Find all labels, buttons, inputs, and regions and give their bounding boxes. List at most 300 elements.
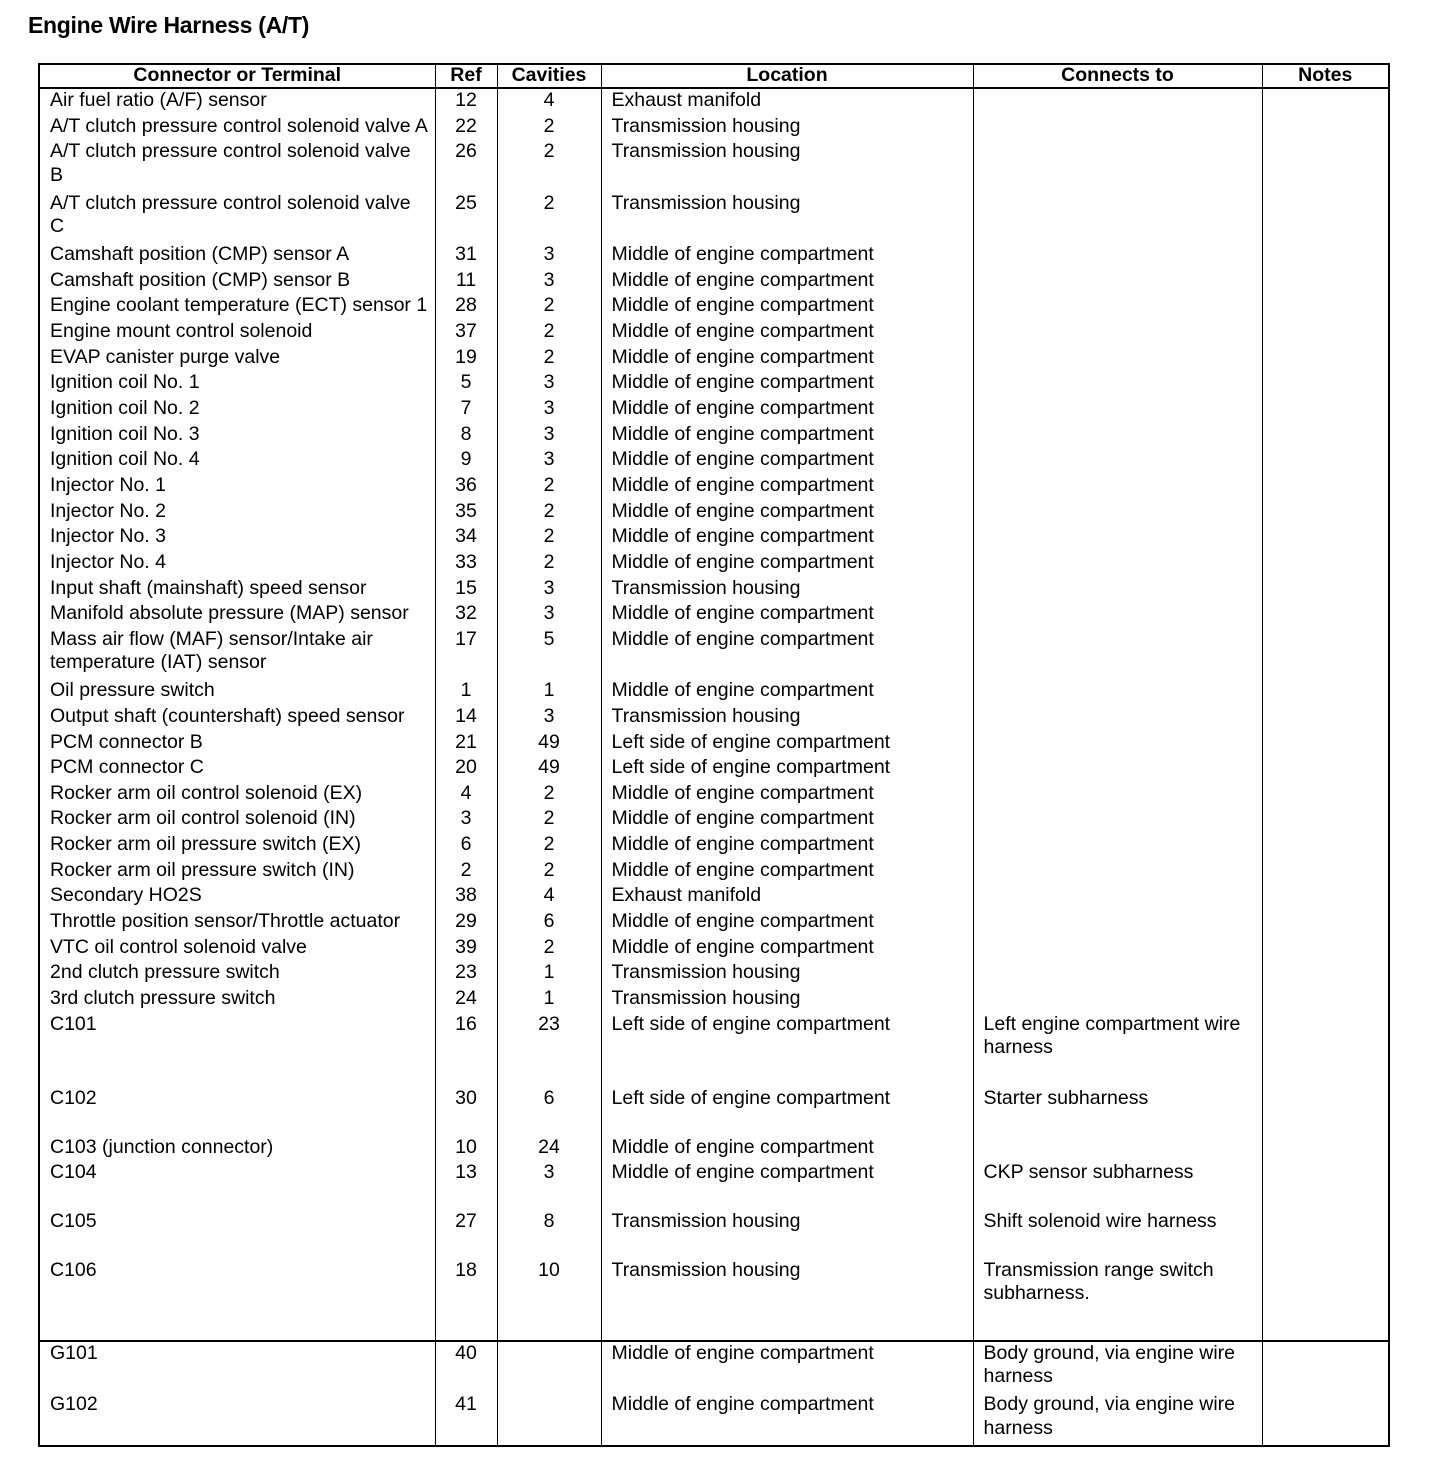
ref-cell: 18 — [435, 1259, 497, 1310]
cavities-cell: 23 — [497, 1013, 601, 1064]
spacer-cell — [973, 1310, 1262, 1341]
notes-cell — [1262, 782, 1389, 808]
connects-to-cell — [973, 859, 1262, 885]
spacer-cell — [1262, 1236, 1389, 1259]
cavities-cell: 3 — [497, 423, 601, 449]
spacer-cell — [601, 1113, 973, 1136]
connects-to-cell — [973, 1136, 1262, 1162]
cavities-cell: 8 — [497, 1210, 601, 1236]
table-row — [39, 525, 1389, 551]
table-row — [39, 602, 1389, 628]
connector-cell: C104 — [39, 1161, 435, 1187]
connector-cell: G102 — [39, 1393, 435, 1444]
table-row — [39, 88, 1389, 115]
cavities-cell: 10 — [497, 1259, 601, 1310]
notes-cell — [1262, 987, 1389, 1013]
connector-cell: Output shaft (countershaft) speed sensor — [39, 705, 435, 731]
location-cell: Middle of engine compartment — [601, 500, 973, 526]
table-row — [39, 397, 1389, 423]
location-cell: Middle of engine compartment — [601, 628, 973, 679]
cavities-cell: 3 — [497, 577, 601, 603]
notes-cell — [1262, 448, 1389, 474]
table-row — [39, 961, 1389, 987]
location-cell: Middle of engine compartment — [601, 1393, 973, 1444]
table-row — [39, 756, 1389, 782]
cavities-cell — [497, 1341, 601, 1393]
notes-cell — [1262, 628, 1389, 679]
location-cell: Middle of engine compartment — [601, 910, 973, 936]
location-cell: Transmission housing — [601, 140, 973, 191]
connects-to-cell — [973, 243, 1262, 269]
connects-to-cell — [973, 474, 1262, 500]
location-cell: Transmission housing — [601, 1210, 973, 1236]
filler-cell — [39, 1445, 435, 1446]
connector-cell: Secondary HO2S — [39, 884, 435, 910]
connector-cell: Ignition coil No. 3 — [39, 423, 435, 449]
connects-to-cell: Transmission range switch subharness. — [973, 1259, 1262, 1310]
location-cell: Middle of engine compartment — [601, 807, 973, 833]
cavities-cell: 2 — [497, 551, 601, 577]
filler-row — [39, 1445, 1389, 1446]
connects-to-cell — [973, 320, 1262, 346]
connector-cell: Air fuel ratio (A/F) sensor — [39, 88, 435, 115]
spacer-cell — [39, 1064, 435, 1087]
cavities-cell: 49 — [497, 731, 601, 757]
notes-cell — [1262, 346, 1389, 372]
spacer-cell — [39, 1236, 435, 1259]
table-row — [39, 679, 1389, 705]
location-cell: Transmission housing — [601, 577, 973, 603]
ref-cell: 9 — [435, 448, 497, 474]
table-row — [39, 269, 1389, 295]
header-notes: Notes — [1262, 64, 1389, 88]
notes-cell — [1262, 140, 1389, 191]
cavities-cell: 3 — [497, 371, 601, 397]
connects-to-cell — [973, 551, 1262, 577]
table-row — [39, 500, 1389, 526]
spacer-cell — [497, 1236, 601, 1259]
ref-cell: 32 — [435, 602, 497, 628]
notes-cell — [1262, 833, 1389, 859]
notes-cell — [1262, 192, 1389, 243]
cavities-cell: 2 — [497, 782, 601, 808]
table-row — [39, 294, 1389, 320]
ref-cell: 15 — [435, 577, 497, 603]
cavities-cell: 1 — [497, 961, 601, 987]
connects-to-cell — [973, 397, 1262, 423]
cavities-cell: 3 — [497, 602, 601, 628]
connects-to-cell — [973, 525, 1262, 551]
location-cell: Middle of engine compartment — [601, 782, 973, 808]
ref-cell: 21 — [435, 731, 497, 757]
location-cell: Middle of engine compartment — [601, 423, 973, 449]
spacer-cell — [973, 1113, 1262, 1136]
cavities-cell: 3 — [497, 1161, 601, 1187]
notes-cell — [1262, 807, 1389, 833]
cavities-cell: 5 — [497, 628, 601, 679]
ref-cell: 20 — [435, 756, 497, 782]
location-cell: Transmission housing — [601, 192, 973, 243]
connects-to-cell — [973, 807, 1262, 833]
connects-to-cell — [973, 448, 1262, 474]
spacer-cell — [1262, 1064, 1389, 1087]
location-cell: Middle of engine compartment — [601, 525, 973, 551]
cavities-cell: 1 — [497, 987, 601, 1013]
spacer-cell — [1262, 1113, 1389, 1136]
notes-cell — [1262, 294, 1389, 320]
notes-cell — [1262, 1210, 1389, 1236]
table-body — [39, 88, 1389, 1446]
connector-cell: C105 — [39, 1210, 435, 1236]
table-row — [39, 884, 1389, 910]
spacer-cell — [39, 1310, 435, 1341]
filler-cell — [973, 1445, 1262, 1446]
cavities-cell: 2 — [497, 525, 601, 551]
table-row — [39, 782, 1389, 808]
spacer-cell — [601, 1064, 973, 1087]
connects-to-cell: Shift solenoid wire harness — [973, 1210, 1262, 1236]
connector-cell: Injector No. 2 — [39, 500, 435, 526]
notes-cell — [1262, 602, 1389, 628]
connector-cell: Manifold absolute pressure (MAP) sensor — [39, 602, 435, 628]
connects-to-cell: Body ground, via engine wire harness — [973, 1393, 1262, 1444]
cavities-cell: 24 — [497, 1136, 601, 1162]
table-row — [39, 1161, 1389, 1187]
connects-to-cell — [973, 961, 1262, 987]
notes-cell — [1262, 1393, 1389, 1444]
ref-cell: 3 — [435, 807, 497, 833]
cavities-cell: 3 — [497, 397, 601, 423]
location-cell: Left side of engine compartment — [601, 1013, 973, 1064]
notes-cell — [1262, 1136, 1389, 1162]
ref-cell: 28 — [435, 294, 497, 320]
table-row — [39, 1136, 1389, 1162]
location-cell: Transmission housing — [601, 987, 973, 1013]
connector-cell: PCM connector C — [39, 756, 435, 782]
ref-cell: 26 — [435, 140, 497, 191]
cavities-cell: 3 — [497, 448, 601, 474]
ref-cell: 6 — [435, 833, 497, 859]
location-cell: Transmission housing — [601, 961, 973, 987]
table-row — [39, 320, 1389, 346]
location-cell: Left side of engine compartment — [601, 1087, 973, 1113]
notes-cell — [1262, 371, 1389, 397]
spacer-cell — [39, 1113, 435, 1136]
notes-cell — [1262, 1341, 1389, 1393]
connector-cell: Input shaft (mainshaft) speed sensor — [39, 577, 435, 603]
connector-cell: Injector No. 1 — [39, 474, 435, 500]
spacer-cell — [601, 1236, 973, 1259]
cavities-cell: 2 — [497, 859, 601, 885]
table-row — [39, 1341, 1389, 1393]
table-row — [39, 551, 1389, 577]
table-row — [39, 192, 1389, 243]
location-cell: Middle of engine compartment — [601, 346, 973, 372]
spacer-cell — [1262, 1310, 1389, 1341]
row-spacer — [39, 1236, 1389, 1259]
table-row — [39, 807, 1389, 833]
filler-cell — [1262, 1445, 1389, 1446]
location-cell: Middle of engine compartment — [601, 936, 973, 962]
row-spacer — [39, 1064, 1389, 1087]
table-row — [39, 371, 1389, 397]
connects-to-cell: Starter subharness — [973, 1087, 1262, 1113]
connector-cell: C103 (junction connector) — [39, 1136, 435, 1162]
connector-cell: Mass air flow (MAF) sensor/Intake air temperature (IAT) sensor — [39, 628, 435, 679]
connects-to-cell — [973, 88, 1262, 115]
connector-cell: A/T clutch pressure control solenoid valve C — [39, 192, 435, 243]
connector-cell: Rocker arm oil pressure switch (EX) — [39, 833, 435, 859]
ref-cell: 10 — [435, 1136, 497, 1162]
table-header-row — [39, 64, 1389, 88]
table-row — [39, 140, 1389, 191]
ref-cell: 38 — [435, 884, 497, 910]
spacer-cell — [435, 1113, 497, 1136]
notes-cell — [1262, 397, 1389, 423]
connects-to-cell: Body ground, via engine wire harness — [973, 1341, 1262, 1393]
connector-cell: VTC oil control solenoid valve — [39, 936, 435, 962]
connects-to-cell — [973, 679, 1262, 705]
connects-to-cell — [973, 500, 1262, 526]
connector-cell: G101 — [39, 1341, 435, 1393]
ref-cell: 5 — [435, 371, 497, 397]
cavities-cell: 2 — [497, 320, 601, 346]
connector-cell: C101 — [39, 1013, 435, 1064]
connects-to-cell — [973, 628, 1262, 679]
ref-cell: 1 — [435, 679, 497, 705]
location-cell: Middle of engine compartment — [601, 397, 973, 423]
cavities-cell: 2 — [497, 346, 601, 372]
cavities-cell: 3 — [497, 243, 601, 269]
location-cell: Left side of engine compartment — [601, 756, 973, 782]
table-row — [39, 448, 1389, 474]
connector-cell: Injector No. 4 — [39, 551, 435, 577]
notes-cell — [1262, 679, 1389, 705]
table-row — [39, 628, 1389, 679]
location-cell: Middle of engine compartment — [601, 294, 973, 320]
connects-to-cell — [973, 987, 1262, 1013]
notes-cell — [1262, 1087, 1389, 1113]
ref-cell: 7 — [435, 397, 497, 423]
notes-cell — [1262, 474, 1389, 500]
cavities-cell: 1 — [497, 679, 601, 705]
ref-cell: 4 — [435, 782, 497, 808]
spacer-cell — [435, 1064, 497, 1087]
location-cell: Middle of engine compartment — [601, 474, 973, 500]
location-cell: Middle of engine compartment — [601, 833, 973, 859]
notes-cell — [1262, 705, 1389, 731]
cavities-cell: 2 — [497, 294, 601, 320]
table-row — [39, 1393, 1389, 1444]
connects-to-cell — [973, 705, 1262, 731]
ref-cell: 36 — [435, 474, 497, 500]
location-cell: Middle of engine compartment — [601, 551, 973, 577]
location-cell: Middle of engine compartment — [601, 1136, 973, 1162]
connects-to-cell — [973, 782, 1262, 808]
ref-cell: 24 — [435, 987, 497, 1013]
cavities-cell: 6 — [497, 1087, 601, 1113]
cavities-cell: 6 — [497, 910, 601, 936]
ref-cell: 2 — [435, 859, 497, 885]
spacer-cell — [973, 1236, 1262, 1259]
notes-cell — [1262, 525, 1389, 551]
table-row — [39, 987, 1389, 1013]
table-row — [39, 115, 1389, 141]
location-cell: Middle of engine compartment — [601, 1341, 973, 1393]
location-cell: Middle of engine compartment — [601, 859, 973, 885]
table-row — [39, 910, 1389, 936]
connects-to-cell — [973, 577, 1262, 603]
row-spacer — [39, 1187, 1389, 1210]
header-location: Location — [601, 64, 973, 88]
location-cell: Transmission housing — [601, 1259, 973, 1310]
harness-table — [38, 63, 1390, 1447]
connector-cell: Camshaft position (CMP) sensor B — [39, 269, 435, 295]
notes-cell — [1262, 577, 1389, 603]
spacer-cell — [601, 1187, 973, 1210]
location-cell: Middle of engine compartment — [601, 448, 973, 474]
cavities-cell: 4 — [497, 884, 601, 910]
cavities-cell: 2 — [497, 833, 601, 859]
connects-to-cell: CKP sensor subharness — [973, 1161, 1262, 1187]
cavities-cell: 2 — [497, 115, 601, 141]
table-row — [39, 859, 1389, 885]
connector-cell: A/T clutch pressure control solenoid valve A — [39, 115, 435, 141]
notes-cell — [1262, 243, 1389, 269]
ref-cell: 14 — [435, 705, 497, 731]
spacer-cell — [1262, 1187, 1389, 1210]
spacer-cell — [497, 1187, 601, 1210]
location-cell: Middle of engine compartment — [601, 269, 973, 295]
spacer-cell — [435, 1187, 497, 1210]
notes-cell — [1262, 115, 1389, 141]
connects-to-cell — [973, 115, 1262, 141]
notes-cell — [1262, 884, 1389, 910]
header-cavities: Cavities — [497, 64, 601, 88]
table-row — [39, 936, 1389, 962]
ref-cell: 40 — [435, 1341, 497, 1393]
table-row — [39, 577, 1389, 603]
cavities-cell: 3 — [497, 705, 601, 731]
cavities-cell: 2 — [497, 140, 601, 191]
table-row — [39, 474, 1389, 500]
cavities-cell: 4 — [497, 88, 601, 115]
connector-cell: Injector No. 3 — [39, 525, 435, 551]
connector-cell: 2nd clutch pressure switch — [39, 961, 435, 987]
notes-cell — [1262, 910, 1389, 936]
location-cell: Middle of engine compartment — [601, 602, 973, 628]
ref-cell: 29 — [435, 910, 497, 936]
connects-to-cell — [973, 833, 1262, 859]
cavities-cell: 2 — [497, 474, 601, 500]
ref-cell: 25 — [435, 192, 497, 243]
connects-to-cell — [973, 140, 1262, 191]
cavities-cell: 2 — [497, 192, 601, 243]
spacer-cell — [435, 1310, 497, 1341]
connector-cell: Oil pressure switch — [39, 679, 435, 705]
spacer-cell — [973, 1187, 1262, 1210]
filler-cell — [601, 1445, 973, 1446]
table-row — [39, 833, 1389, 859]
connects-to-cell: Left engine compartment wire harness — [973, 1013, 1262, 1064]
cavities-cell: 2 — [497, 500, 601, 526]
location-cell: Middle of engine compartment — [601, 243, 973, 269]
ref-cell: 35 — [435, 500, 497, 526]
connector-cell: PCM connector B — [39, 731, 435, 757]
filler-cell — [497, 1445, 601, 1446]
header-connects-to: Connects to — [973, 64, 1262, 88]
connector-cell: Engine mount control solenoid — [39, 320, 435, 346]
location-cell: Exhaust manifold — [601, 884, 973, 910]
ref-cell: 23 — [435, 961, 497, 987]
notes-cell — [1262, 936, 1389, 962]
ref-cell: 31 — [435, 243, 497, 269]
table-row — [39, 1210, 1389, 1236]
notes-cell — [1262, 320, 1389, 346]
spacer-cell — [497, 1310, 601, 1341]
page-title: Engine Wire Harness (A/T) — [28, 12, 310, 38]
location-cell: Left side of engine compartment — [601, 731, 973, 757]
connector-cell: Rocker arm oil pressure switch (IN) — [39, 859, 435, 885]
notes-cell — [1262, 269, 1389, 295]
location-cell: Middle of engine compartment — [601, 320, 973, 346]
location-cell: Exhaust manifold — [601, 88, 973, 115]
table-row — [39, 1013, 1389, 1064]
cavities-cell: 49 — [497, 756, 601, 782]
ref-cell: 39 — [435, 936, 497, 962]
location-cell: Middle of engine compartment — [601, 371, 973, 397]
connects-to-cell — [973, 910, 1262, 936]
filler-cell — [435, 1445, 497, 1446]
ref-cell: 30 — [435, 1087, 497, 1113]
row-spacer — [39, 1113, 1389, 1136]
location-cell: Transmission housing — [601, 115, 973, 141]
connector-cell: Rocker arm oil control solenoid (EX) — [39, 782, 435, 808]
connects-to-cell — [973, 294, 1262, 320]
table-row — [39, 1259, 1389, 1310]
location-cell: Transmission housing — [601, 705, 973, 731]
notes-cell — [1262, 500, 1389, 526]
cavities-cell — [497, 1393, 601, 1444]
connector-cell: Ignition coil No. 2 — [39, 397, 435, 423]
ref-cell: 19 — [435, 346, 497, 372]
spacer-cell — [497, 1064, 601, 1087]
ref-cell: 27 — [435, 1210, 497, 1236]
ref-cell: 11 — [435, 269, 497, 295]
connects-to-cell — [973, 371, 1262, 397]
connects-to-cell — [973, 884, 1262, 910]
ref-cell: 13 — [435, 1161, 497, 1187]
connects-to-cell — [973, 346, 1262, 372]
connector-cell: Rocker arm oil control solenoid (IN) — [39, 807, 435, 833]
table-row — [39, 731, 1389, 757]
spacer-cell — [39, 1187, 435, 1210]
notes-cell — [1262, 1259, 1389, 1310]
connects-to-cell — [973, 269, 1262, 295]
connects-to-cell — [973, 756, 1262, 782]
ref-cell: 22 — [435, 115, 497, 141]
notes-cell — [1262, 423, 1389, 449]
notes-cell — [1262, 961, 1389, 987]
ref-cell: 33 — [435, 551, 497, 577]
header-connector: Connector or Terminal — [39, 64, 435, 88]
ref-cell: 34 — [435, 525, 497, 551]
table-row — [39, 243, 1389, 269]
table-row — [39, 705, 1389, 731]
notes-cell — [1262, 1161, 1389, 1187]
spacer-cell — [435, 1236, 497, 1259]
connector-cell: Ignition coil No. 4 — [39, 448, 435, 474]
